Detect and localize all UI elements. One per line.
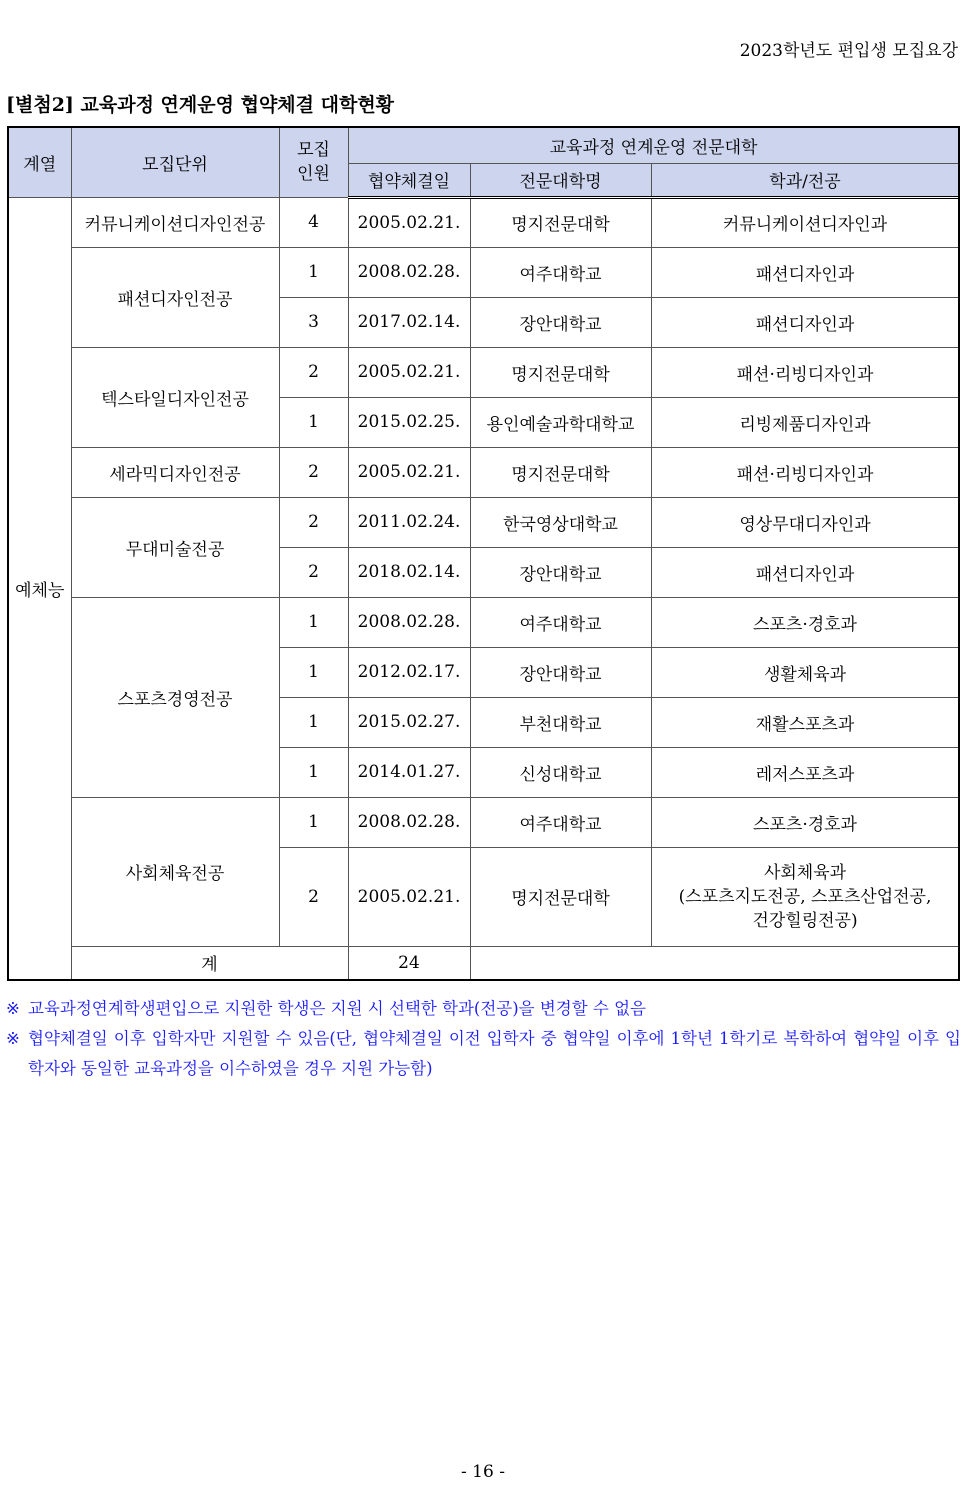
college-cell: 장안대학교 <box>470 647 651 697</box>
dept-cell: 스포츠·경호과 <box>651 597 959 647</box>
dept-cell: 패션디자인과 <box>651 547 959 597</box>
dept-cell: 레저스포츠과 <box>651 747 959 797</box>
total-empty-cell <box>470 946 959 980</box>
dept-cell: 리빙제품디자인과 <box>651 397 959 447</box>
dept-cell: 사회체육과 (스포츠지도전공, 스포츠산업전공, 건강힐링전공) <box>651 847 959 946</box>
quota-cell: 1 <box>279 597 348 647</box>
date-cell: 2008.02.28. <box>348 597 470 647</box>
dept-cell: 패션·리빙디자인과 <box>651 447 959 497</box>
quota-cell: 1 <box>279 797 348 847</box>
table-row <box>8 497 959 547</box>
note-item <box>6 994 961 1024</box>
header-dept: 학과/전공 <box>651 163 959 197</box>
table-row <box>8 347 959 397</box>
category-cell: 예체능 <box>8 197 71 980</box>
dept-cell: 스포츠·경호과 <box>651 797 959 847</box>
college-cell: 여주대학교 <box>470 247 651 297</box>
header-college: 전문대학명 <box>470 163 651 197</box>
date-cell: 2017.02.14. <box>348 297 470 347</box>
unit-name-cell: 커뮤니케이션디자인전공 <box>71 197 279 247</box>
college-cell: 한국영상대학교 <box>470 497 651 547</box>
note-text: 교육과정연계학생편입으로 지원한 학생은 지원 시 선택한 학과(전공)을 변경할 수 없음 <box>28 999 646 1018</box>
college-cell: 여주대학교 <box>470 597 651 647</box>
date-cell: 2015.02.25. <box>348 397 470 447</box>
college-cell: 명지전문대학 <box>470 347 651 397</box>
quota-cell: 2 <box>279 347 348 397</box>
table-row <box>8 797 959 847</box>
college-cell: 용인예술과학대학교 <box>470 397 651 447</box>
header-date: 협약체결일 <box>348 163 470 197</box>
document-header-title: 2023학년도 편입생 모집요강 <box>739 41 958 61</box>
quota-cell: 3 <box>279 297 348 347</box>
date-cell: 2008.02.28. <box>348 797 470 847</box>
unit-name-cell: 무대미술전공 <box>71 497 279 597</box>
quota-cell: 1 <box>279 747 348 797</box>
college-cell: 명지전문대학 <box>470 197 651 247</box>
college-cell: 신성대학교 <box>470 747 651 797</box>
total-row <box>8 946 959 980</box>
dept-cell: 커뮤니케이션디자인과 <box>651 197 959 247</box>
page-number: - 16 - <box>461 1462 505 1482</box>
unit-name-cell: 패션디자인전공 <box>71 247 279 347</box>
quota-cell: 1 <box>279 247 348 297</box>
date-cell: 2011.02.24. <box>348 497 470 547</box>
quota-cell: 2 <box>279 847 348 946</box>
dept-cell: 패션디자인과 <box>651 297 959 347</box>
partner-colleges-table <box>7 126 960 981</box>
college-cell: 명지전문대학 <box>470 847 651 946</box>
total-value: 24 <box>348 946 470 980</box>
table-row <box>8 197 959 247</box>
table-row <box>8 247 959 297</box>
section-title: [별첨2] 교육과정 연계운영 협약체결 대학현황 <box>6 94 395 116</box>
note-item <box>6 1024 961 1084</box>
dept-cell: 패션디자인과 <box>651 247 959 297</box>
quota-cell: 2 <box>279 497 348 547</box>
date-cell: 2012.02.17. <box>348 647 470 697</box>
note-mark: ※ <box>6 1029 20 1048</box>
date-cell: 2014.01.27. <box>348 747 470 797</box>
college-cell: 부천대학교 <box>470 697 651 747</box>
header-partner-group: 교육과정 연계운영 전문대학 <box>348 127 959 163</box>
quota-cell: 2 <box>279 547 348 597</box>
unit-name-cell: 스포츠경영전공 <box>71 597 279 797</box>
note-text: 협약체결일 이후 입학자만 지원할 수 있음(단, 협약체결일 이전 입학자 중 협약일 이후에 1학년 1학기로 복학하여 협약일 이후 입학자와 동일한 교육과정을 이수하였을 경우 지원 가능함) <box>28 1029 961 1078</box>
header-category: 계열 <box>8 127 71 197</box>
date-cell: 2005.02.21. <box>348 347 470 397</box>
notes <box>6 994 961 1084</box>
quota-cell: 1 <box>279 397 348 447</box>
quota-cell: 1 <box>279 647 348 697</box>
quota-cell: 4 <box>279 197 348 247</box>
unit-name-cell: 텍스타일디자인전공 <box>71 347 279 447</box>
unit-name-cell: 사회체육전공 <box>71 797 279 946</box>
total-label: 계 <box>71 946 348 980</box>
college-cell: 장안대학교 <box>470 547 651 597</box>
table-row <box>8 447 959 497</box>
note-mark: ※ <box>6 999 20 1018</box>
college-cell: 장안대학교 <box>470 297 651 347</box>
dept-cell: 재활스포츠과 <box>651 697 959 747</box>
dept-cell: 패션·리빙디자인과 <box>651 347 959 397</box>
date-cell: 2008.02.28. <box>348 247 470 297</box>
header-unit: 모집단위 <box>71 127 279 197</box>
date-cell: 2005.02.21. <box>348 847 470 946</box>
unit-name-cell: 세라믹디자인전공 <box>71 447 279 497</box>
college-cell: 명지전문대학 <box>470 447 651 497</box>
table-row <box>8 597 959 647</box>
dept-cell: 영상무대디자인과 <box>651 497 959 547</box>
quota-cell: 1 <box>279 697 348 747</box>
date-cell: 2005.02.21. <box>348 197 470 247</box>
college-cell: 여주대학교 <box>470 797 651 847</box>
date-cell: 2018.02.14. <box>348 547 470 597</box>
dept-cell: 생활체육과 <box>651 647 959 697</box>
header-quota: 모집 인원 <box>279 127 348 197</box>
date-cell: 2015.02.27. <box>348 697 470 747</box>
quota-cell: 2 <box>279 447 348 497</box>
date-cell: 2005.02.21. <box>348 447 470 497</box>
